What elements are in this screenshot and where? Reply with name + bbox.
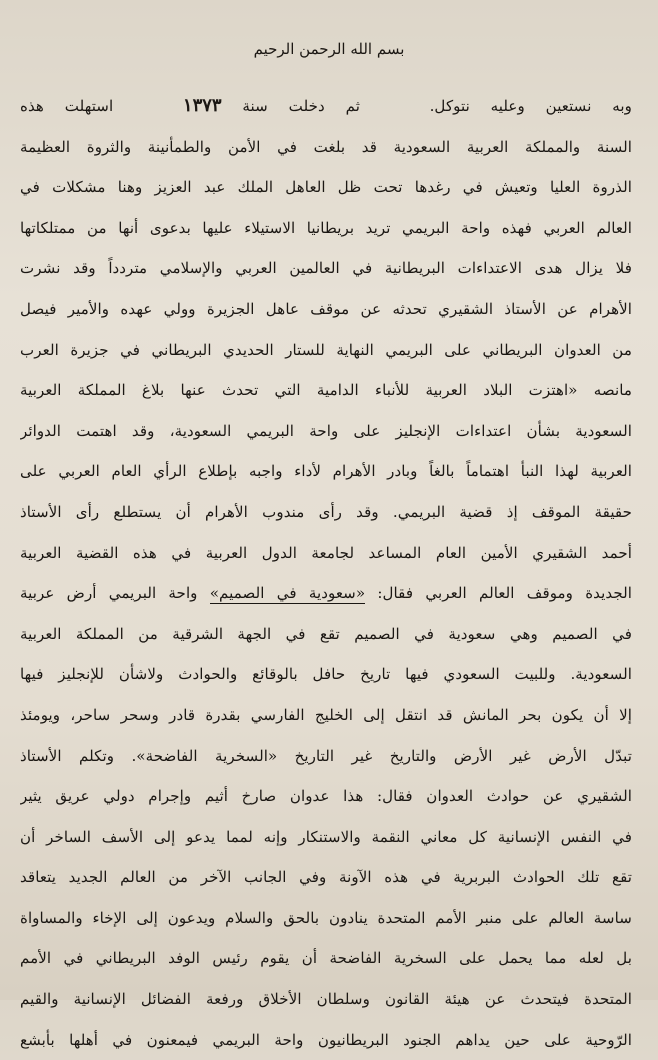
text-line: الذروة العليا وتعيش في رغدها تحت ظل العاهل الملك عبد العزيز وهنا مشكلات في [20, 178, 632, 197]
text-line: السنة والمملكة العربية السعودية قد بلغت في الأمن والطمأنينة والثروة العظيمة [20, 137, 632, 156]
text-line: بل لعله مما يحمل على السخرية الفاضحة أن يقوم رئيس الوفد البريطاني في الأمم [20, 949, 632, 968]
text-line-1 [20, 86, 632, 127]
text-line: تقع تلك الحوادث البربرية في هذه الآونة وفي الجانب الآخر من العالم الجديد يتعاقد [20, 868, 632, 887]
text-line: السعودية بشأن اعتداءات الإنجليز على واحة البريمي السعودية، وقد اهتمت الدوائر [20, 421, 632, 440]
text-line: إلا أن يكون بحر المانش قد انتقل إلى الخليج الفارسي بقدرة قادر وسحر ساحر، ويومئذ [20, 705, 632, 724]
underlined-quote: «سعودية في الصميم» [209, 584, 366, 603]
text-line: أحمد الشقيري الأمين العام المساعد لجامعة الدول العربية في هذه القضية العربية [20, 543, 632, 562]
year-number: ١٣٧٣ [182, 95, 222, 116]
text-line: الشقيري عن حوادث العدوان فقال: هذا عدوان صارخ أثيم وإجرام دولي عريق يثير [20, 787, 632, 806]
text-line: ساسة العالم على منبر الأمم المتحدة ينادون بالحق والسلام ويدعون إلى الإخاء والمساواة [20, 908, 632, 927]
text-line: العالم العربي فهذه واحة البريمي تريد بريطانيا الاستيلاء عليها بدعوى أنها من ممتلكاتها [20, 218, 632, 237]
paragraph-body [20, 86, 632, 1060]
text-line: السعودية. وللبيت السعودي فيها تاريخ حافل بالوقائع والحوادث ولاشأن للإنجليز فيها [20, 665, 632, 684]
text-line: حقيقة الموقف إذ قضية البريمي. وقد رأى مندوب الأهرام أن يستطلع رأى الأستاذ [20, 502, 632, 521]
text-line: من العدوان البريطاني على البريمي النهاية للستار الحديدي البريطاني في جزيرة العرب [20, 340, 632, 359]
text-line-13 [20, 573, 632, 614]
text-line: في الصميم وهي سعودية في الصميم تقع في الجهة الشرقية من المملكة العربية [20, 624, 632, 643]
text-line: العربية لهذا النبأ اهتماماً بالغاً وبادر الأهرام لأداء واجبه بإطلاع الرأي العام العربي على [20, 462, 632, 481]
line13-start: الجديدة وموقف العالم العربي فقال: [377, 584, 632, 603]
text-line: الأهرام عن الأستاذ الشقيري تحدثه عن موقف عاهل الجزيرة وولي عهده والأمير فيصل [20, 299, 632, 318]
basmala-heading: بسم الله الرحمن الرحيم [253, 40, 405, 58]
text-line: مانصه «اهتزت البلاد العربية للأنباء الدامية التي تحدث عنها بلاغ المملكة العربية [20, 381, 632, 400]
text-line: المتحدة فيتحدث عن هيئة القانون وسلطان الأخلاق ورفعة الفضائل الإنسانية والقيم [20, 990, 632, 1009]
opening-phrase: وبه نستعين وعليه نتوكل. [429, 97, 632, 115]
year-intro: ثم دخلت سنة [242, 97, 360, 115]
text-line: فلا يزال هدى الاعتداءات البريطانية في العالمين العربي والإسلامي متردداً وقد نشرت [20, 259, 632, 278]
line13-end: واحة البريمي أرض عربية [20, 584, 198, 603]
text-line: تبدّل الأرض غير الأرض والتاريخ غير التاريخ «السخرية الفاضحة». وتكلم الأستاذ [20, 746, 632, 765]
line1-end: استهلت هذه [20, 97, 114, 115]
text-line: الرّوحية على حين يداهم الجنود البريطانيون واحة البريمي فيمعنون في أهلها بأبشع [20, 1030, 632, 1049]
text-line: في النفس الإنسانية كل معاني النقمة والاستنكار وإنه لمما يدعو إلى الأسف الساخر أن [20, 827, 632, 846]
